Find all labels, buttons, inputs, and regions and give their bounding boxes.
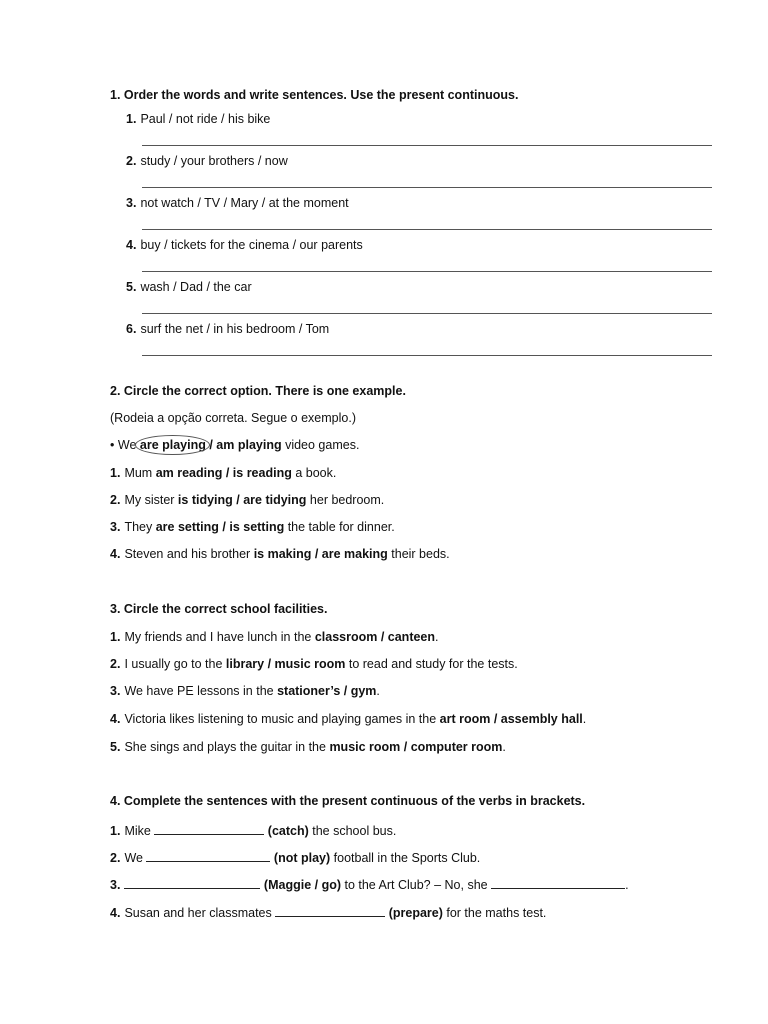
item-prompt: Paul / not ride / his bike [140, 112, 271, 126]
sentence-text: I usually go to the [124, 657, 226, 671]
item-number: 4. [110, 712, 121, 726]
item-prompt: buy / tickets for the cinema / our parents [140, 238, 363, 252]
sentence-text: a book. [291, 466, 337, 480]
bullet: • [110, 438, 115, 452]
exercise-4-item [110, 849, 480, 865]
exercise-3-item [110, 630, 439, 644]
item-prompt: study / your brothers / now [140, 154, 288, 168]
item-number: 4. [110, 547, 121, 561]
item-number: 3. [110, 520, 121, 534]
item-prompt: surf the net / in his bedroom / Tom [140, 322, 330, 336]
exercise-2-item [110, 466, 336, 480]
item-number: 3. [126, 196, 137, 210]
option-b[interactable]: canteen [387, 630, 436, 644]
sentence-text: . [376, 684, 380, 698]
option-b[interactable]: music room [274, 657, 346, 671]
exercise-2-item [110, 547, 450, 561]
exercise-1-item [126, 154, 288, 168]
answer-blank[interactable] [146, 849, 270, 862]
exercise-1-heading: 1. Order the words and write sentences. Use the present continuous. [110, 88, 519, 102]
sentence-text: her bedroom. [306, 493, 385, 507]
exercise-4-heading: 4. Complete the sentences with the present continuous of the verbs in brackets. [110, 794, 586, 808]
option-separator: / [218, 520, 230, 534]
answer-line[interactable] [142, 313, 712, 314]
answer-line[interactable] [142, 355, 712, 356]
item-prompt: wash / Dad / the car [140, 280, 252, 294]
option-a[interactable]: art room [439, 712, 491, 726]
option-separator: / [311, 547, 322, 561]
option-a[interactable]: stationer’s [277, 684, 341, 698]
item-number: 6. [126, 322, 137, 336]
answer-line[interactable] [142, 145, 712, 146]
item-number: 2. [110, 657, 121, 671]
exercise-3-item [110, 740, 506, 754]
option-a[interactable]: is making [253, 547, 312, 561]
sentence-text: Mum [124, 466, 156, 480]
answer-line[interactable] [142, 187, 712, 188]
exercise-1-item [126, 238, 363, 252]
sentence-text: the school bus. [308, 824, 397, 838]
answer-line[interactable] [142, 271, 712, 272]
exercise-3-item [110, 684, 380, 698]
exercise-1-item [126, 280, 252, 294]
answer-blank[interactable] [154, 822, 264, 835]
sentence-text: They [124, 520, 156, 534]
exercise-1-item [126, 322, 329, 336]
sentence-text: football in the Sports Club. [330, 851, 481, 865]
option-separator: / [340, 684, 351, 698]
option-separator: / [400, 740, 411, 754]
item-number: 1. [110, 824, 121, 838]
answer-blank[interactable] [124, 876, 260, 889]
verb-in-brackets: (catch) [267, 824, 309, 838]
exercise-2-example [110, 438, 359, 452]
exercise-3-item [110, 657, 518, 671]
option-separator: / [377, 630, 388, 644]
option-separator: / [205, 438, 217, 452]
verb-in-brackets: (Maggie / go) [263, 878, 341, 892]
option-b[interactable]: are making [321, 547, 388, 561]
exercise-2-heading: 2. Circle the correct option. There is one example. [110, 384, 406, 398]
sentence-text: My sister [124, 493, 178, 507]
item-number: 3. [110, 878, 121, 892]
option-a[interactable]: music room [329, 740, 401, 754]
option-a[interactable]: are setting [155, 520, 219, 534]
answer-blank[interactable] [275, 904, 385, 917]
item-number: 2. [126, 154, 137, 168]
option-separator: / [222, 466, 233, 480]
sentence-text: We [117, 438, 140, 452]
sentence-text: Steven and his brother [124, 547, 254, 561]
sentence-text: My friends and I have lunch in the [124, 630, 315, 644]
sentence-text: video games. [281, 438, 360, 452]
option-b[interactable]: gym [350, 684, 377, 698]
sentence-text: Mike [124, 824, 155, 838]
verb-in-brackets: (not play) [273, 851, 331, 865]
option-a[interactable]: is tidying [177, 493, 233, 507]
option-b[interactable]: computer room [410, 740, 503, 754]
exercise-3-heading: 3. Circle the correct school facilities. [110, 602, 328, 616]
item-prompt: not watch / TV / Mary / at the moment [140, 196, 349, 210]
sentence-text: Victoria likes listening to music and playing games in the [124, 712, 440, 726]
exercise-1-item [126, 112, 270, 126]
item-number: 3. [110, 684, 121, 698]
option-b[interactable]: is reading [232, 466, 292, 480]
item-number: 5. [126, 280, 137, 294]
exercise-4-item [110, 822, 396, 838]
sentence-text: the table for dinner. [284, 520, 395, 534]
option-b[interactable]: am playing [216, 438, 282, 452]
item-number: 1. [110, 466, 121, 480]
sentence-text: We [124, 851, 147, 865]
sentence-text: . [582, 712, 587, 726]
option-b[interactable]: are tidying [243, 493, 307, 507]
option-b[interactable]: is setting [229, 520, 285, 534]
sentence-text: . [502, 740, 506, 754]
option-b[interactable]: assembly hall [500, 712, 583, 726]
verb-in-brackets: (prepare) [388, 906, 443, 920]
circled-option[interactable]: are playing [139, 438, 206, 452]
item-number: 5. [110, 740, 121, 754]
sentence-text: for the maths test. [442, 906, 547, 920]
exercise-1-item [126, 196, 349, 210]
exercise-2-translation: (Rodeia a opção correta. Segue o exemplo.) [110, 411, 356, 425]
exercise-4-item [110, 876, 629, 892]
option-a[interactable]: am reading [155, 466, 223, 480]
option-a[interactable]: library [225, 657, 265, 671]
option-separator: / [490, 712, 501, 726]
option-separator: / [264, 657, 275, 671]
exercise-2-item [110, 520, 395, 534]
sentence-text: . [625, 878, 629, 892]
sentence-text: to the Art Club? – No, she [341, 878, 492, 892]
item-number: 2. [110, 851, 121, 865]
exercise-4-item [110, 904, 546, 920]
item-number: 1. [110, 630, 121, 644]
sentence-text: Susan and her classmates [124, 906, 276, 920]
item-number: 4. [126, 238, 137, 252]
option-separator: / [232, 493, 244, 507]
sentence-text: She sings and plays the guitar in the [124, 740, 330, 754]
sentence-text: to read and study for the tests. [345, 657, 518, 671]
option-a[interactable]: classroom [314, 630, 378, 644]
exercise-3-item [110, 712, 586, 726]
item-number: 1. [126, 112, 137, 126]
sentence-text: . [435, 630, 439, 644]
sentence-text: We have PE lessons in the [124, 684, 278, 698]
answer-line[interactable] [142, 229, 712, 230]
item-number: 4. [110, 906, 121, 920]
answer-blank[interactable] [491, 876, 625, 889]
sentence-text: their beds. [387, 547, 450, 561]
item-number: 2. [110, 493, 121, 507]
exercise-2-item [110, 493, 384, 507]
